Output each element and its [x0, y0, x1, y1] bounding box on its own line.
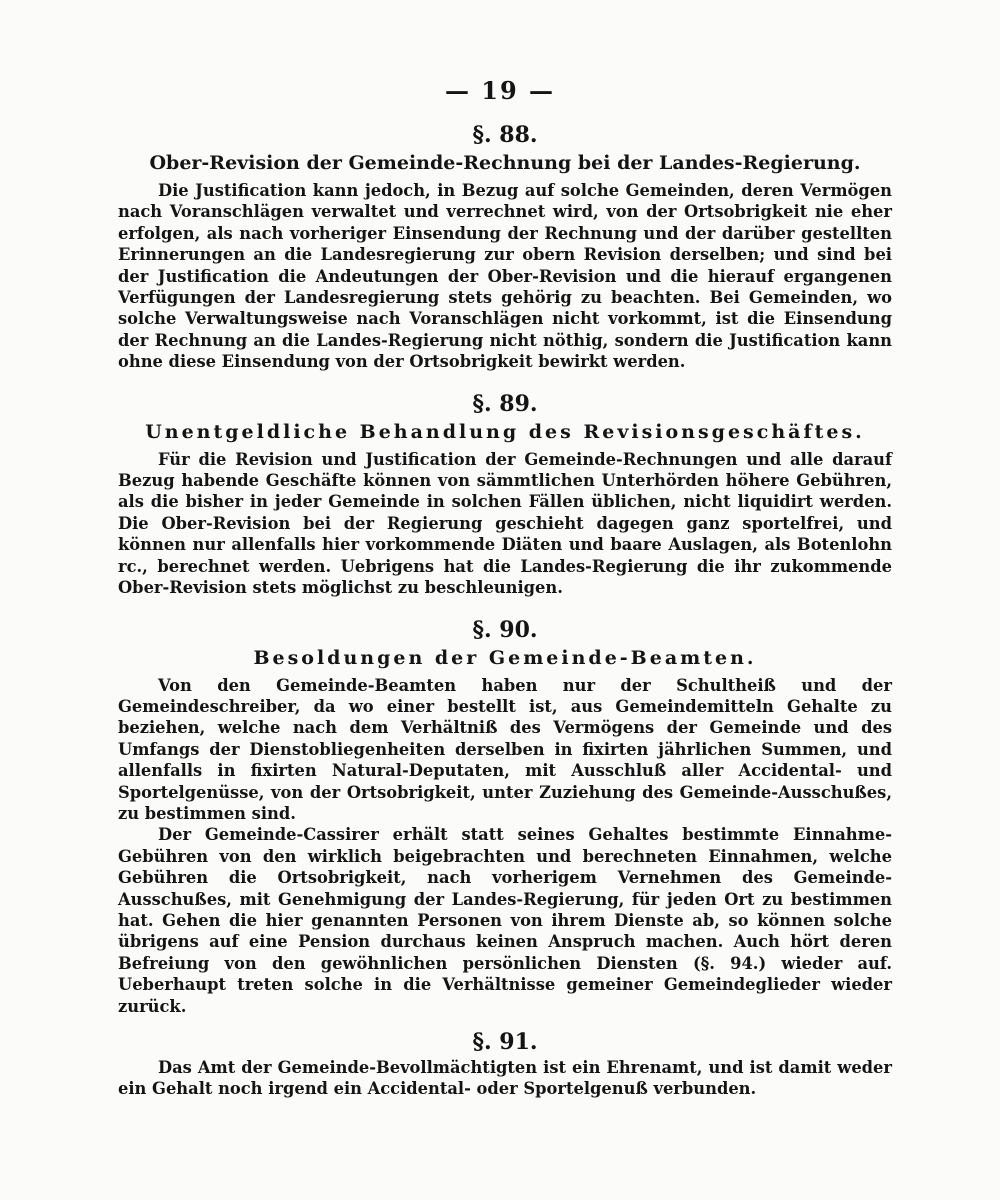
section-number: §. 88. [472, 122, 538, 148]
paragraph: Das Amt der Gemeinde-Bevollmächtigten ist ein Ehrenamt, und ist damit weder ein Gehalt noch irgend ein Accidental- oder Sportelgenuß verbunden. [118, 1058, 892, 1099]
section-number: §. 90. [472, 616, 538, 643]
page-body [118, 120, 892, 1100]
paragraph: Für die Revision und Justification der Gemeinde-Rechnungen und alle darauf Bezug habende Geschäfte können von sämmtlichen Unterhörden höhere Gebühren, als die bisher in jeder Gemeinde in solchen Fällen üblichen, nicht liquidirt werden. Die Ober-Revision bei der Regierung geschieht dagegen ganz sportelfrei, und können nur allenfalls hier vorkommende Diäten und baare Auslagen, als Botenlohn rc., berechnet werden. Uebrigens hat die Landes-Regierung die ihr zukommende Ober-Revision stets möglichst zu beschleunigen. [118, 449, 892, 598]
paragraph: Der Gemeinde-Cassirer erhält statt seines Gehaltes bestimmte Einnahme-Gebühren von den wirklich beigebrachten und berechneten Einnahmen, welche Gebühren die Ortsobrigkeit, nach vorherigem Vernehmen des Gemeinde-Ausschußes, mit Genehmigung der Landes-Regierung, für jeden Ort zu bestimmen hat. Gehen die hier genannten Personen von ihrem Dienste ab, so können solche übrigens auf eine Pension durchaus keinen Anspruch machen. Auch hört deren Befreiung von den gewöhnlichen persönlichen Diensten (§. 94.) wieder auf. Ueberhaupt treten solche in die Verhältnisse gemeiner Gemeindeglieder wieder zurück. [118, 825, 892, 1016]
section-title: Unentgeldliche Behandlung des Revisionsgeschäftes. [145, 420, 865, 443]
paragraph: Von den Gemeinde-Beamten haben nur der Schultheiß und der Gemeindeschreiber, da wo einer bestellt ist, aus Gemeindemitteln Gehalte zu beziehen, welche nach dem Verhältniß des Vermögens der Gemeinde und des Umfangs der Dienstobliegenheiten derselben in fixirten jährlichen Summen, und allenfalls in fixirten Natural-Deputaten, mit Ausschluß aller Accidental- und Sportelgenüsse, von der Ortsobrigkeit, unter Zuziehung des Gemeinde-Ausschußes, zu bestimmen sind. [118, 675, 892, 823]
section-number: §. 89. [472, 390, 538, 417]
section-90 [118, 615, 892, 1018]
section-title: Besoldungen der Gemeinde-Beamten. [253, 646, 757, 669]
section-91 [118, 1027, 892, 1100]
section-number: §. 91. [472, 1029, 538, 1055]
page-number: — 19 — [444, 76, 556, 105]
section-title: Ober-Revision der Gemeinde-Rechnung bei der Landes-Regierung. [149, 152, 861, 174]
section-89 [118, 389, 892, 599]
paragraph: Die Justification kann jedoch, in Bezug auf solche Gemeinden, deren Vermögen nach Voranschlägen verwaltet und verrechnet wird, von der Ortsobrigkeit nie eher erfolgen, als nach vorheriger Einsendung der Rechnung und der darüber gestellten Erinnerungen an die Landesregierung zur obern Revision derselben; und sind bei der Justification die Andeutungen der Ober-Revision und die hierauf ergangenen Verfügungen der Landesregierung stets gehörig zu beachten. Bei Gemeinden, wo solche Verwaltungsweise nach Voranschlägen nicht vorkommt, ist die Einsendung der Rechnung an die Landes-Regierung nicht nöthig, sondern die Justification kann ohne diese Einsendung von der Ortsobrigkeit bewirkt werden. [118, 181, 892, 372]
section-88 [118, 120, 892, 373]
